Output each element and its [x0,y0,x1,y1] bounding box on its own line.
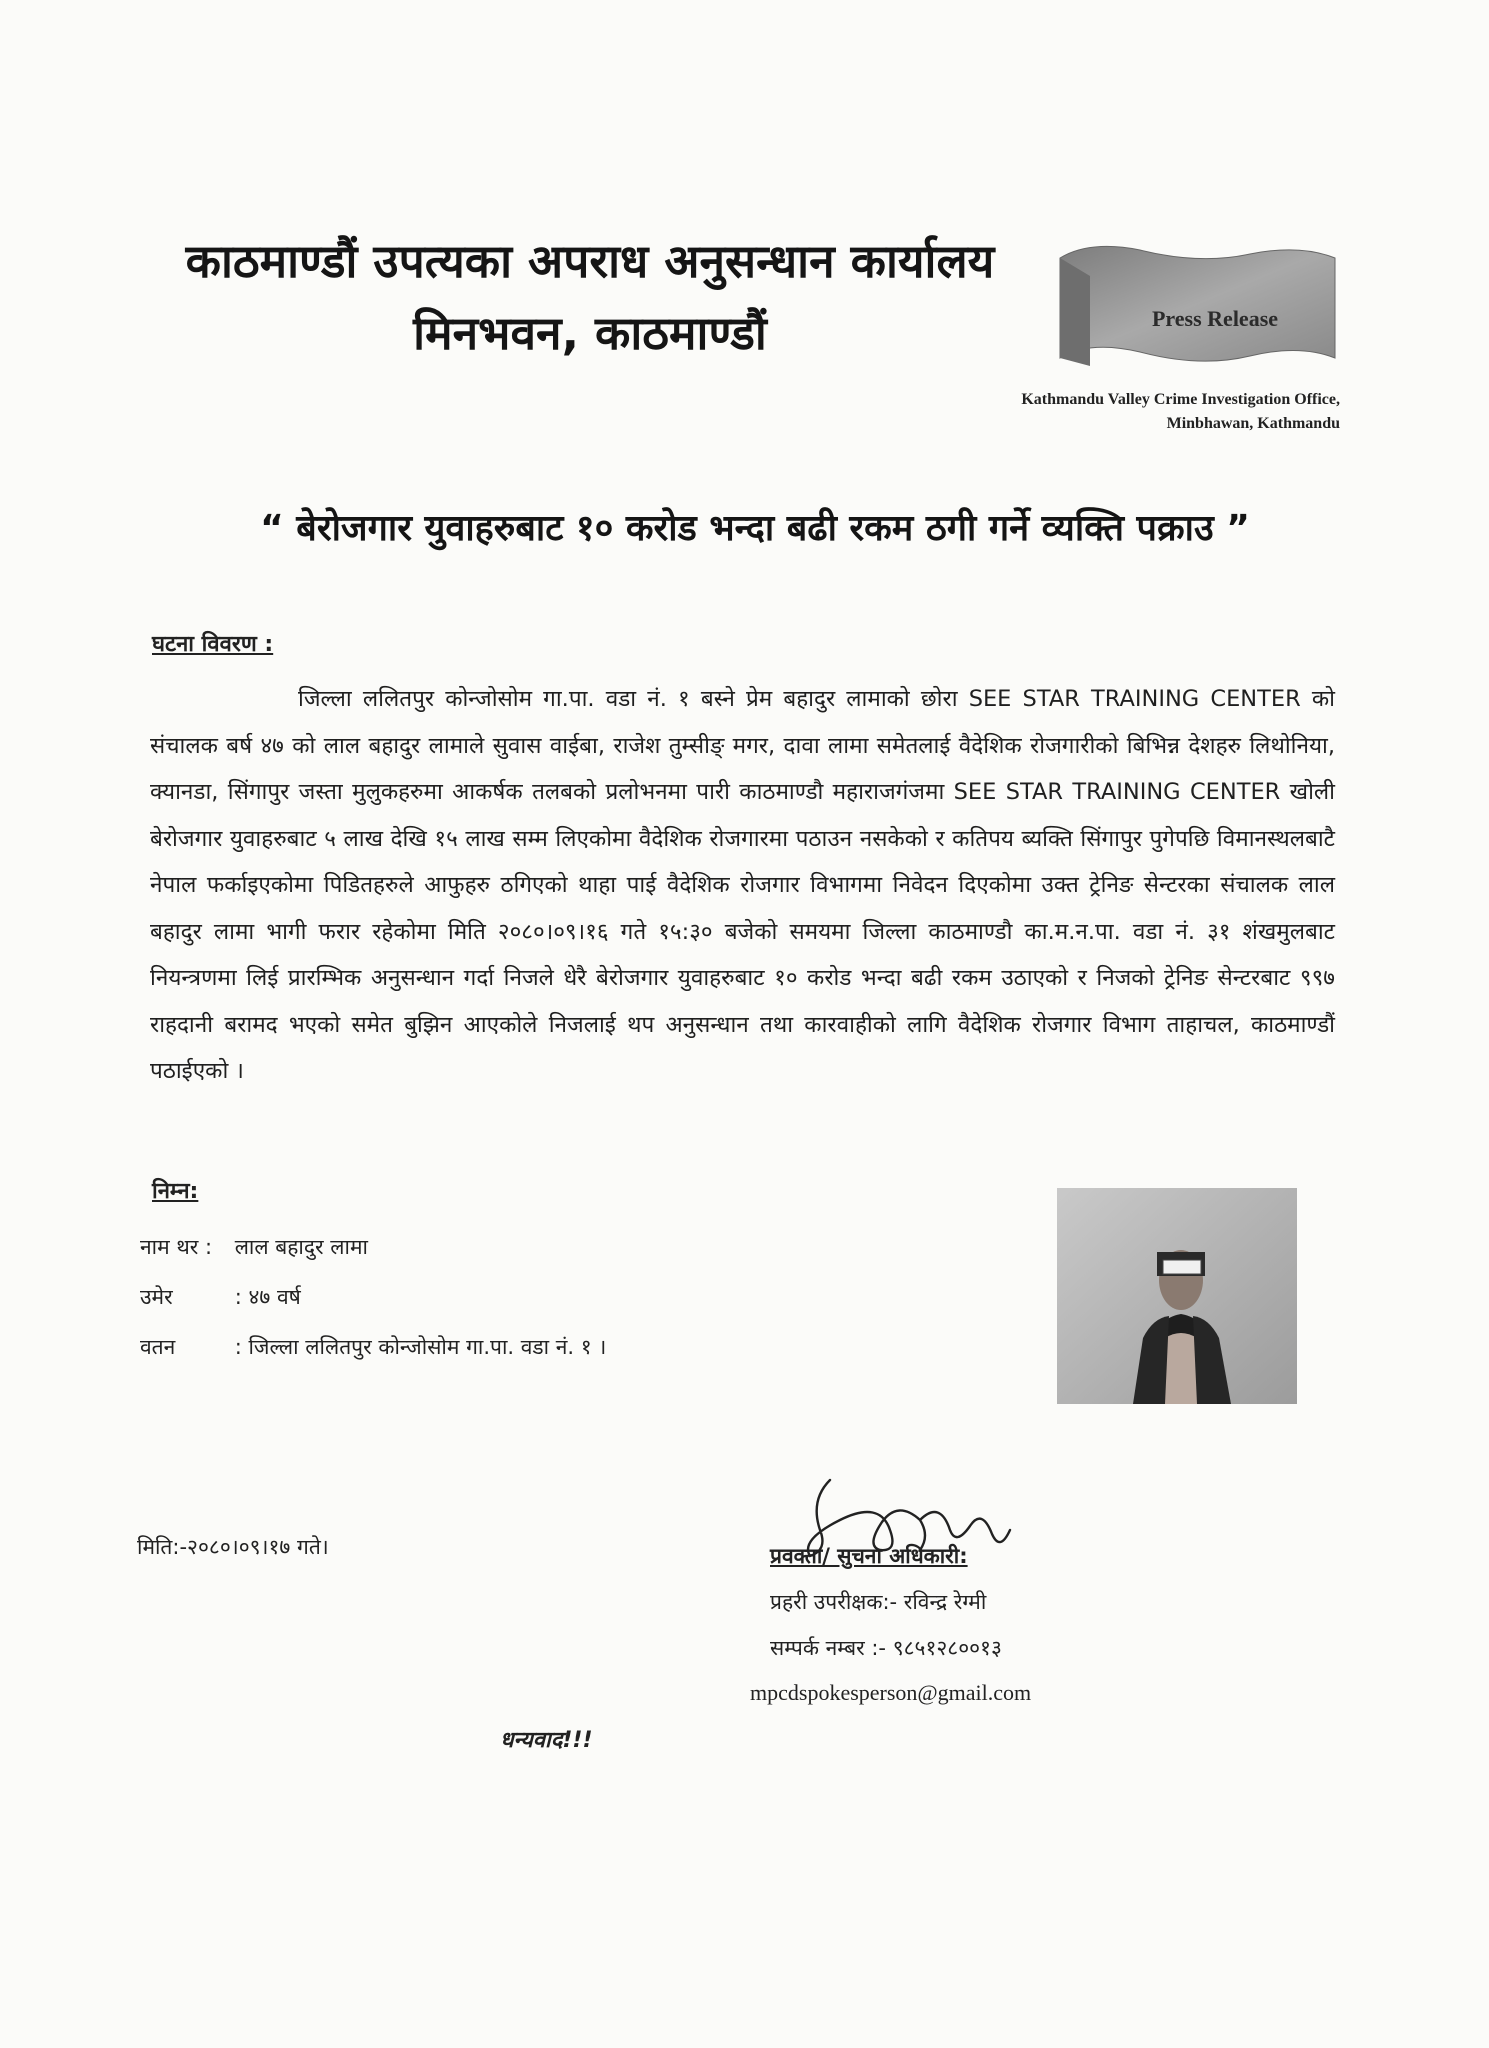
detail-value: : जिल्ला ललितपुर कोन्जोसोम गा.पा. वडा नं. १ । [234,1335,607,1359]
spokesperson-email: mpcdspokesperson@gmail.com [750,1680,1032,1705]
spokesperson-title: प्रवक्ता/ सुचना अधिकारी: [770,1544,968,1568]
detail-label: नाम थर : [140,1235,213,1259]
detail-label: उमेर [140,1285,173,1309]
office-name-line-2: मिनभवन, काठमाण्डौं [413,306,767,360]
office-en-line-1: Kathmandu Valley Crime Investigation Office, [1021,391,1340,408]
detail-value: लाल बहादुर लामा [234,1235,368,1259]
detail-row-address [140,1322,840,1372]
spokesperson-name: प्रहरी उपरीक्षक:- रविन्द्र रेग्मी [770,1590,987,1614]
detail-row-name [140,1222,840,1272]
office-name-line-1: काठमाण्डौं उपत्यका अपराध अनुसन्धान कार्यालय [185,234,995,288]
suspect-photo [1057,1188,1297,1404]
office-en-line-2: Minbhawan, Kathmandu [1166,415,1340,432]
headline: “ बेरोजगार युवाहरुबाट १० करोड भन्दा बढी रकम ठगी गर्ने व्यक्ति पक्राउ ” [260,508,1250,549]
incident-body-text: जिल्ला ललितपुर कोन्जोसोम गा.पा. वडा नं. १ बस्ने प्रेम बहादुर लामाको छोरा SEE STAR TRAINING CENTER को संचालक बर्ष ४७ को लाल बहादुर लामाले सुवास वाईबा, राजेश तुम्सीङ् मगर, दावा लामा समेतलाई वैदेशिक रोजगारीको बिभिन्न देशहरु लिथोनिया, क्यानडा, सिंगापुर जस्ता मुलुकहरुमा आकर्षक तलबको प्रलोभनमा पारी काठमाण्डौ महाराजगंजमा SEE STAR TRAINING CENTER खोली बेरोजगार युवाहरुबाट ५ लाख देखि १५ लाख सम्म लिएकोमा वैदेशिक रोजगारमा पठाउन नसकेको र कतिपय ब्यक्ति सिंगापुर पुगेपछि विमानस्थलबाटै नेपाल फर्काइएकोमा पिडितहरुले आफुहरु ठगिएको थाहा पाई वैदेशिक रोजगार विभागमा निवेदन दिएकोमा उक्त ट्रेनिङ सेन्टरका संचालक लाल बहादुर लामा भागी फरार रहेकोमा मिति २०८०।०९।१६ गते १५:३० बजेको समयमा जिल्ला काठमाण्डौ का.म.न.पा. वडा नं. ३१ शंखमुलबाट नियन्त्रणमा लिई प्रारम्भिक अनुसन्धान गर्दा निजले धेरै बेरोजगार युवाहरुबाट १० करोड भन्दा बढी रकम उठाएको र निजको ट्रेनिङ सेन्टरबाट ९९७ राहदानी बरामद भएको समेत बुझिन आएकोले निजलाई थप अनुसन्धान तथा कारवाहीको लागि वैदेशिक रोजगार विभाग ताहाचल, काठमाण्डौं पठाईएको । [150,686,1335,1084]
office-name-nepali [150,225,1030,369]
spokesperson-block [740,1533,1160,1715]
spokesperson-phone: सम्पर्क नम्बर :- ९८५१२८००१३ [770,1636,1002,1660]
press-release-banner [1050,240,1340,370]
detail-row-age [140,1272,840,1322]
incident-details-label: घटना विवरण : [152,632,274,657]
suspect-details [140,1222,840,1372]
details-sub-label: निम्न: [152,1179,199,1204]
release-date: मिति:-२०८०।०९।१७ गते। [137,1535,329,1559]
press-banner-icon [1050,240,1340,370]
thanks-text: धन्यवाद!!! [500,1728,593,1753]
office-name-english [940,388,1340,436]
detail-label: वतन [140,1335,176,1359]
detail-value: : ४७ वर्ष [234,1285,301,1309]
press-release-label: Press Release [1151,306,1279,331]
person-photo-icon [1057,1188,1297,1404]
